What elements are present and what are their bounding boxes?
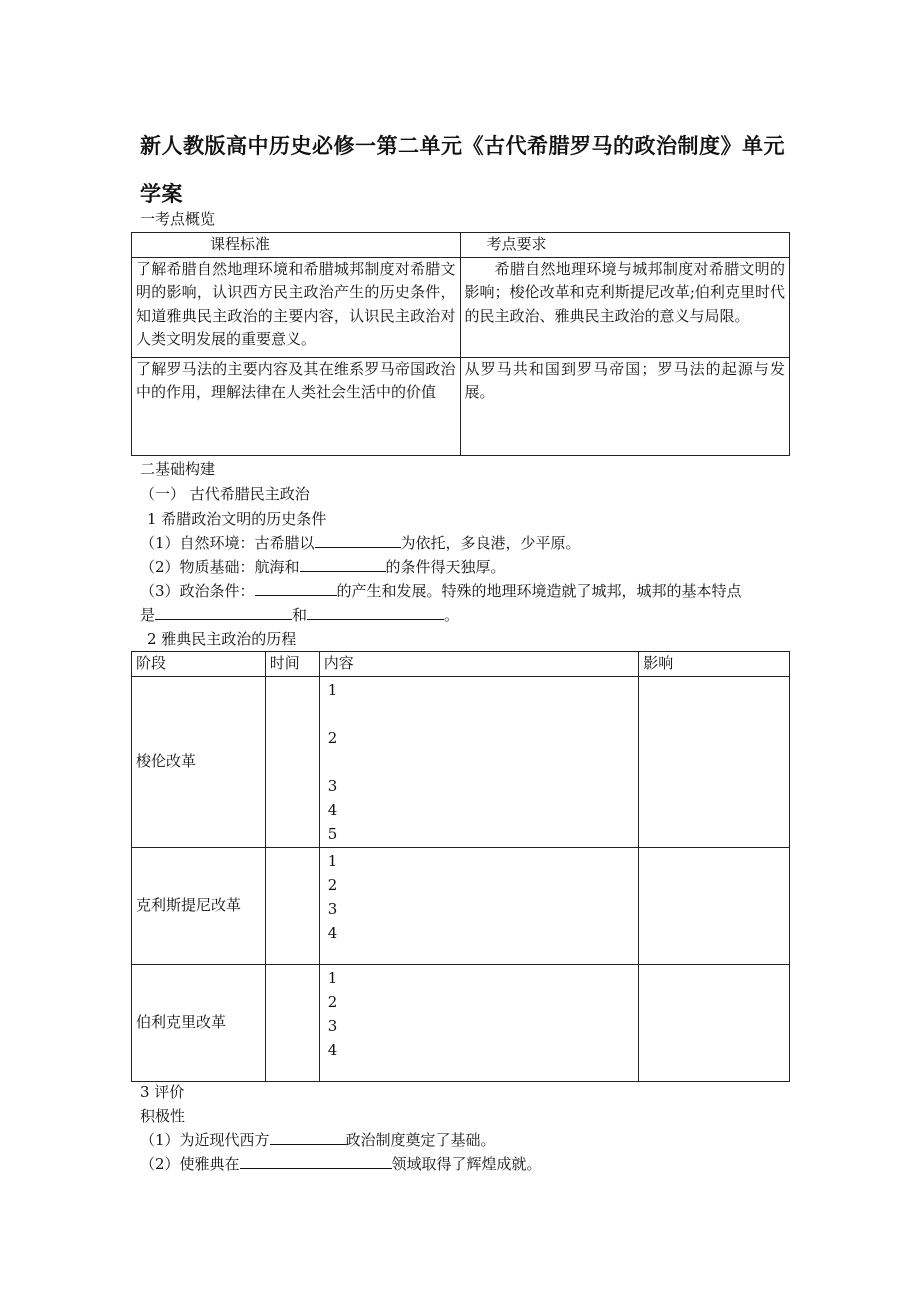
blank-field[interactable] <box>155 603 292 620</box>
header-stage: 阶段 <box>132 652 266 677</box>
line-text: （1）为近现代西方 <box>140 1131 270 1149</box>
fill-line-material <box>140 555 506 579</box>
line-text: 为依托，多良港，少平原。 <box>400 534 581 552</box>
content-item-number: 1 <box>327 680 338 699</box>
content-cell[interactable] <box>319 847 638 964</box>
content-item-number: 4 <box>327 923 338 942</box>
content-item-number: 3 <box>327 899 338 918</box>
content-item-number: 5 <box>327 824 338 843</box>
header-content: 内容 <box>319 652 638 677</box>
line-text: 领域取得了辉煌成就。 <box>391 1155 542 1173</box>
fill-line-political <box>140 579 742 603</box>
blank-field[interactable] <box>315 531 401 548</box>
header-impact: 影响 <box>639 652 790 677</box>
content-item-number: 1 <box>327 851 338 870</box>
time-cell[interactable] <box>265 964 319 1081</box>
line-text: （2）使雅典在 <box>140 1155 240 1173</box>
content-item-number: 2 <box>327 728 338 747</box>
blank-field[interactable] <box>307 603 444 620</box>
requirement-cell: 从罗马共和国到罗马帝国；罗马法的起源与发展。 <box>460 357 789 455</box>
blank-field[interactable] <box>255 579 337 596</box>
impact-cell[interactable] <box>639 964 790 1081</box>
header-requirement: 考点要求 <box>460 233 789 258</box>
stage-pericles: 伯利克里改革 <box>132 964 266 1081</box>
item-historical-conditions: 1 希腊政治文明的历史条件 <box>147 510 327 528</box>
blank-field[interactable] <box>240 1152 392 1169</box>
standard-cell: 了解罗马法的主要内容及其在维系罗马帝国政治中的作用，理解法律在人类社会生活中的价值 <box>132 357 461 455</box>
blank-field[interactable] <box>300 555 386 572</box>
content-item-number: 2 <box>327 992 338 1011</box>
content-item-number: 4 <box>327 1040 338 1059</box>
line-text: 是 <box>140 606 156 624</box>
positive-heading: 积极性 <box>140 1107 186 1125</box>
content-item-number: 4 <box>327 800 338 819</box>
standard-cell: 了解希腊自然地理环境和希腊城邦制度对希腊文明的影响，认识西方民主政治产生的历史条件，知道雅典民主政治的主要内容，认识民主政治对人类文明发展的重要意义。 <box>132 257 461 357</box>
fill-line-environment <box>140 531 581 555</box>
line-text: 的条件得天独厚。 <box>385 558 506 576</box>
line-text: 政治制度奠定了基础。 <box>345 1131 496 1149</box>
content-item-number: 3 <box>327 776 338 795</box>
section-heading-overview: 一考点概览 <box>140 210 216 228</box>
content-item-number: 3 <box>327 1016 338 1035</box>
fill-line-city-state <box>140 603 459 627</box>
fill-line-evaluation-1 <box>140 1128 496 1152</box>
line-text: 的产生和发展。特殊的地理环境造就了城邦，城邦的基本特点 <box>336 582 742 600</box>
impact-cell[interactable] <box>639 847 790 964</box>
content-cell[interactable] <box>319 676 638 847</box>
impact-cell[interactable] <box>639 676 790 847</box>
time-cell[interactable] <box>265 676 319 847</box>
page-title: 新人教版高中历史必修一第二单元《古代希腊罗马的政治制度》单元学案 <box>140 134 785 206</box>
fill-line-evaluation-2 <box>140 1152 542 1176</box>
line-text: （2）物质基础：航海和 <box>140 558 300 576</box>
line-text: 。 <box>444 606 460 624</box>
time-cell[interactable] <box>265 847 319 964</box>
blank-field[interactable] <box>270 1128 346 1145</box>
stage-solon: 梭伦改革 <box>132 676 266 847</box>
section-heading-evaluation: 3 评价 <box>140 1083 185 1101</box>
line-text: （1）自然环境：古希腊以 <box>140 534 315 552</box>
line-text: （3）政治条件： <box>140 582 255 600</box>
header-standard: 课程标准 <box>132 233 461 258</box>
athens-democracy-table <box>131 651 790 1082</box>
header-time: 时间 <box>265 652 319 677</box>
stage-cleisthenes: 克利斯提尼改革 <box>132 847 266 964</box>
content-item-number: 1 <box>327 968 338 987</box>
overview-table <box>131 232 790 456</box>
content-item-number: 2 <box>327 875 338 894</box>
section-heading-basics: 二基础构建 <box>140 460 216 478</box>
line-text: 和 <box>292 606 308 624</box>
subsection-greek-democracy: （一） 古代希腊民主政治 <box>140 485 310 503</box>
item-athens-history: 2 雅典民主政治的历程 <box>147 630 297 648</box>
content-cell[interactable] <box>319 964 638 1081</box>
requirement-cell: 希腊自然地理环境与城邦制度对希腊文明的影响；梭伦改革和克利斯提尼改革;伯利克里时代的民主政治、雅典民主政治的意义与局限。 <box>460 257 789 357</box>
